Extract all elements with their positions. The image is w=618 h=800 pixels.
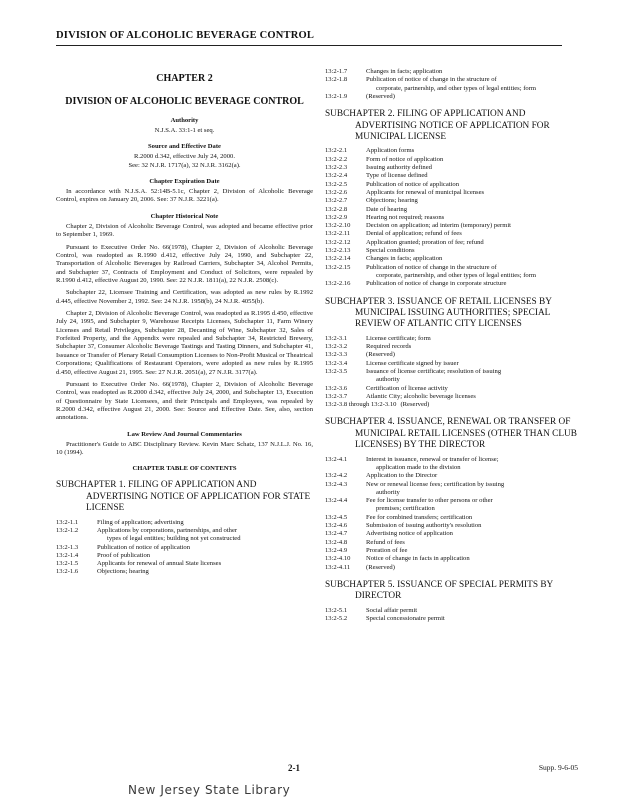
section-number: 13:2-4.2 (325, 472, 348, 480)
section-title (366, 230, 587, 238)
section-title-text: Form of notice of application (366, 155, 444, 163)
section-number: 13:2-2.4 (325, 172, 348, 180)
section-title (366, 385, 587, 393)
section-number: 13:2-2.1 (325, 147, 348, 155)
subchapter-2-heading: SUBCHAPTER 2. FILING OF APPLICATION AND ADVERTISING NOTICE OF APPLICATION FOR MUNICIPAL LICENSE (325, 109, 550, 143)
toc-entry (325, 230, 587, 238)
section-number: 13:2-1.5 (56, 560, 79, 568)
toc-entry (325, 156, 587, 164)
history-paragraph: Chapter 2, Division of Alcoholic Beverage Control, was readopted as R.1995 d.450, effective July 24, 1995, and Subchapter 9, Warehouse Receipts Licenses, Subchapter 11, Farm Winery Licenses and Retail Privileges, Subchapter 28, Decanting of Wine, Subchapter 32, Sales of Forfeited Property, and the Appendix were repealed and Subchapter 34, Restricted Brewery, Subchapter 37, Consumer Alcoholic Beverage Tastings and Tasting Dinners, and Subchapter 41, Issuance or Transfer of Plenary Retail Consumption Licenses to Non-Profit Musical or Theatrical Corporations; Qualifications of Restaurant Operators, were adopted as new rules by R.1995 d.450, effective August 21, 1995. See: 27 N.J.R. 2051(a), 27 N.J.R. 3177(a). (56, 310, 313, 376)
section-title (366, 360, 587, 368)
section-title-continuation: authority (376, 488, 400, 496)
section-number: 13:2-4.10 (325, 555, 351, 563)
page-number: 2-1 (288, 763, 300, 773)
left-column (56, 68, 313, 577)
section-title-text: Application granted; proration of fee; refund (366, 238, 484, 246)
library-watermark: New Jersey State Library (128, 783, 291, 797)
section-title-continuation: corporate, partnership, and other types of legal entities; form (376, 84, 537, 92)
section-title-text: New or renewal license fees; certification by issuing (366, 480, 505, 488)
section-title-text: Changes in facts; application (366, 68, 443, 75)
toc-entry (325, 514, 587, 522)
toc-entry (325, 539, 587, 547)
section-number: 13:2-1.9 (325, 92, 348, 100)
toc-entry (325, 164, 587, 172)
section-number: 13:2-3.1 (325, 334, 348, 342)
toc-entry (325, 214, 587, 222)
subchapter-2-list (325, 147, 587, 288)
toc-entry (325, 181, 587, 189)
toc-entry (325, 239, 587, 247)
section-title-text: Special conditions (366, 247, 415, 255)
source-line: R.2000 d.342, effective July 24, 2000. (134, 153, 235, 161)
section-number: 13:2-2.6 (325, 188, 348, 196)
section-title (366, 222, 587, 230)
section-title (366, 564, 587, 572)
section-number: 13:2-2.13 (325, 247, 351, 255)
section-title (97, 560, 313, 568)
section-number: 13:2-2.11 (325, 230, 351, 238)
section-number: 13:2-2.7 (325, 197, 348, 205)
toc-entry (325, 615, 587, 623)
section-title-text: Certification of license activity (366, 384, 448, 392)
section-title (366, 264, 587, 281)
division-title: DIVISION OF ALCOHOLIC BEVERAGE CONTROL (65, 96, 304, 107)
section-title-text: Issuing authority defined (366, 164, 432, 172)
toc-entry (325, 497, 587, 514)
section-title (97, 527, 313, 544)
toc-entry (325, 206, 587, 214)
section-number: 13:2-4.9 (325, 546, 348, 554)
section-title-text: Special concessionaire permit (366, 615, 445, 622)
section-number: 13:2-1.8 (325, 76, 348, 84)
section-title-text: Refund of fees (366, 538, 405, 546)
section-number: 13:2-3.2 (325, 343, 348, 351)
section-number: 13:2-2.16 (325, 280, 351, 288)
section-title-text: Applicants for renewal of annual State licenses (97, 560, 222, 568)
section-title-text: (Reserved) (366, 351, 395, 359)
section-title-text: (Reserved) (366, 563, 395, 571)
section-title-text: Proof of publication (97, 551, 151, 559)
toc-entry (56, 519, 313, 527)
section-number: 13:2-2.10 (325, 222, 351, 230)
section-title (366, 607, 587, 615)
toc-entry (325, 555, 587, 563)
toc-entry (325, 351, 587, 359)
toc-entry (325, 385, 587, 393)
section-number: 13:2-4.3 (325, 480, 348, 488)
section-title (366, 497, 587, 514)
toc-entry (56, 568, 313, 576)
toc-entry (56, 552, 313, 560)
section-title (366, 472, 587, 480)
section-number: 13:2-4.1 (325, 455, 348, 463)
toc-entry (325, 222, 587, 230)
section-title-continuation: authority (376, 376, 400, 384)
toc-entry (325, 481, 587, 498)
toc-entry (325, 522, 587, 530)
section-number: 13:2-4.6 (325, 522, 348, 530)
section-number: 13:2-4.5 (325, 513, 348, 521)
section-title (366, 547, 587, 555)
section-title-text: Issuance of license certificate; resolution of issuing (366, 367, 502, 375)
subchapter-4-heading: SUBCHAPTER 4. ISSUANCE, RENEWAL OR TRANSFER OF MUNICIPAL RETAIL LICENSES (OTHER THAN CLUB LICENSES) BY THE DIRECTOR (325, 417, 577, 451)
section-number: 13:2-4.4 (325, 497, 348, 505)
subchapter-1-list (56, 519, 313, 577)
section-number: 13:2-3.7 (325, 392, 348, 400)
history-paragraph: Pursuant to Executive Order No. 66(1978), Chapter 2, Division of Alcoholic Beverage Control, was readopted as R.1990 d.412, effective July 24, 1990, and Subchapter 22, Transportation of Alcoholic Beverages by Railroad Carriers, Subchapter 34, Alcohol Permits, and Subchapter 37, Contracts of Employment and Conduct of Solicitors, were repealed by R.1990 d.412, effective August 20, 1990. See: 22 N.J.R. 1811(a), 22 N.J.R. 2508(c). (56, 243, 313, 284)
toc-entry (325, 607, 587, 615)
toc-heading: CHAPTER TABLE OF CONTENTS (132, 465, 237, 473)
section-number: 13:2-2.14 (325, 255, 351, 263)
section-title-text: Social affair permit (366, 606, 418, 614)
toc-entry (325, 547, 587, 555)
right-column (325, 68, 587, 623)
section-title-continuation: premises; certification (376, 505, 435, 513)
toc-entry (325, 197, 587, 205)
section-title-text: Publication of notice of change in the structure of (366, 263, 497, 271)
section-title (366, 206, 587, 214)
history-paragraph: Chapter 2, Division of Alcoholic Beverage Control, was adopted and became effective prior to September 1, 1969. (56, 222, 313, 239)
source-heading: Source and Effective Date (148, 143, 221, 151)
section-title-text: Denial of application; refund of fees (366, 230, 462, 238)
section-title (97, 544, 313, 552)
section-number: 13:2-2.2 (325, 155, 348, 163)
section-title (366, 514, 587, 522)
section-number: 13:2-3.6 (325, 384, 348, 392)
section-title (366, 156, 587, 164)
subchapter-5-heading: SUBCHAPTER 5. ISSUANCE OF SPECIAL PERMITS BY DIRECTOR (325, 579, 553, 602)
section-number: 13:2-1.3 (56, 543, 79, 551)
toc-entry (325, 530, 587, 538)
toc-entry (325, 456, 587, 473)
section-title (366, 247, 587, 255)
history-paragraph: Subchapter 22, Licensee Training and Certification, was adopted as new rules by R.1992 d.445, effective November 2, 1992. See: 24 N.J.R. 1958(b), 24 N.J.R. 4055(b). (56, 289, 313, 305)
toc-entry (325, 401, 587, 409)
supplement-date: Supp. 9-6-05 (538, 763, 578, 772)
section-number: 13:2-4.7 (325, 530, 348, 538)
subchapter-1-heading: SUBCHAPTER 1. FILING OF APPLICATION AND ADVERTISING NOTICE OF APPLICATION FOR STATE LICENSE (56, 480, 311, 514)
section-title-text: Submission of issuing authority's resolution (366, 522, 482, 530)
section-title-text: Fee for combined transfers; certification (366, 513, 473, 521)
section-title-text: Proration of fee (366, 546, 408, 554)
section-title (366, 368, 587, 385)
toc-entry (325, 255, 587, 263)
subchapter-3-list (325, 335, 587, 410)
chapter-title: CHAPTER 2 (156, 73, 213, 84)
section-title (366, 93, 587, 101)
toc-entry (325, 343, 587, 351)
section-number: 13:2-1.4 (56, 551, 79, 559)
toc-entry (325, 564, 587, 572)
section-number: 13:2-4.8 (325, 538, 348, 546)
section-title (366, 68, 587, 76)
section-title-text: Publication of notice of application (97, 543, 191, 551)
section-title-text: Notice of change in facts in application (366, 555, 470, 563)
section-title-text: Objections; hearing (97, 568, 149, 576)
section-number: 13:2-1.6 (56, 568, 79, 576)
section-title (400, 401, 587, 409)
header-rule (56, 45, 562, 46)
toc-entry (325, 247, 587, 255)
toc-entry (325, 368, 587, 385)
running-header: DIVISION OF ALCOHOLIC BEVERAGE CONTROL (56, 30, 315, 41)
authority-text: N.J.S.A. 33:1-1 et seq. (154, 127, 215, 134)
section-title-text: Interest in issuance, renewal or transfer of license; (366, 455, 499, 463)
toc-entry (325, 264, 587, 281)
subchapter-4-list (325, 456, 587, 572)
section-number: 13:2-1.1 (56, 518, 79, 526)
section-title (366, 481, 587, 498)
section-title-text: Fee for license transfer to other persons or other (366, 497, 493, 505)
toc-entry (325, 393, 587, 401)
expiration-text: In accordance with N.J.S.A. 52:14B-5.1c, Chapter 2, Division of Alcoholic Beverage Control, expires on January 20, 2006. See: 37 N.J.R. 3221(a). (56, 188, 313, 204)
section-title-continuation: types of legal entities; building not yet constructed (107, 535, 241, 543)
section-number: 13:2-2.8 (325, 205, 348, 213)
toc-entry (325, 68, 587, 76)
section-title (366, 197, 587, 205)
section-number: 13:2-3.4 (325, 359, 348, 367)
toc-entry (325, 147, 587, 155)
section-title (366, 76, 587, 93)
section-number: 13:2-2.15 (325, 263, 351, 271)
section-title (366, 189, 587, 197)
section-number: 13:2-2.9 (325, 213, 348, 221)
toc-entry (56, 544, 313, 552)
section-title-text: (Reserved) (366, 92, 395, 100)
section-title (366, 522, 587, 530)
section-title-text: Decision on application; ad interim (temporary) permit (366, 222, 512, 230)
section-title (366, 181, 587, 189)
authority-heading: Authority (170, 117, 199, 124)
law-review-heading: Law Review And Journal Commentaries (127, 430, 242, 438)
toc-entry (325, 76, 587, 93)
source-line: See: 32 N.J.R. 1717(a), 32 N.J.R. 3162(a). (128, 161, 241, 169)
section-title (366, 539, 587, 547)
section-number: 13:2-5.1 (325, 606, 348, 614)
toc-entry (56, 527, 313, 544)
section-title-text: Filing of application; advertising (97, 518, 184, 526)
section-title-text: Atlantic City; alcoholic beverage licenses (366, 392, 476, 400)
section-title-text: Objections; hearing (366, 197, 418, 205)
section-title (366, 351, 587, 359)
toc-entry (325, 472, 587, 480)
section-title-text: Date of hearing (366, 205, 408, 213)
section-number: 13:2-3.5 (325, 367, 348, 375)
section-number: 13:2-2.12 (325, 238, 351, 246)
section-title (366, 239, 587, 247)
history-heading: Chapter Historical Note (150, 212, 219, 220)
section-title (366, 172, 587, 180)
toc-entry (325, 189, 587, 197)
section-title-continuation: application made to the division (376, 464, 461, 471)
section-title (366, 343, 587, 351)
toc-entry (56, 560, 313, 568)
section-title (366, 615, 587, 623)
section-title-text: Applicants for renewal of municipal licenses (366, 188, 485, 196)
section-title (366, 456, 587, 473)
section-number: 13:2-2.5 (325, 180, 348, 188)
toc-entry (325, 172, 587, 180)
section-number: 13:2-4.11 (325, 563, 351, 571)
subchapter-3-heading: SUBCHAPTER 3. ISSUANCE OF RETAIL LICENSES BY MUNICIPAL ISSUING AUTHORITIES; SPECIAL REVIEW OF ATLANTIC CITY LICENSES (325, 296, 552, 330)
section-title (366, 164, 587, 172)
history-paragraph: Pursuant to Executive Order No. 66(1978), Chapter 2, Division of Alcoholic Beverage Control, was readopted as R.2000 d.342, effective July 24, 2000, and Subchapter 13, Execution of Questionnaire by State Licensees, and their Principals and Employees, was repealed by R.2000 d.342, effective August 21, 2000. See: Source and Effective Date. See, also, section annotations. (56, 380, 313, 422)
section-title-text: Changes in facts; application (366, 255, 443, 263)
section-title (97, 552, 313, 560)
toc-entry (325, 93, 587, 101)
section-title-continuation: corporate, partnership, and other types of legal entities; form (376, 271, 537, 279)
section-title-text: License certificate signed by issuer (366, 359, 459, 367)
section-title-text: Applications by corporations, partnerships, and other (97, 526, 238, 534)
toc-entry (325, 335, 587, 343)
section-title (97, 519, 313, 527)
section-number: 13:2-2.3 (325, 164, 348, 172)
section-title (366, 214, 587, 222)
section-number: 13:2-3.8 through 13:2-3.10 (325, 401, 397, 409)
expiration-heading: Chapter Expiration Date (149, 178, 220, 186)
section-number: 13:2-5.2 (325, 615, 348, 622)
section-title-text: Type of license defined (366, 172, 428, 180)
subchapter-5-list (325, 607, 587, 624)
section-number: 13:2-3.3 (325, 351, 348, 359)
section-title-text: Hearing not required; reasons (366, 213, 445, 221)
section-title (366, 530, 587, 538)
section-title-text: Advertising notice of application (366, 530, 453, 538)
section-title (366, 280, 587, 288)
section-title (97, 568, 313, 576)
section-title-text: Publication of notice of change in corporate structure (366, 280, 507, 288)
section-title (366, 393, 587, 401)
section-title-text: Required records (366, 343, 412, 351)
section-title-text: Application to the Director (366, 472, 438, 480)
section-title (366, 255, 587, 263)
section-title (366, 335, 587, 343)
subchapter-1-list-continued (325, 68, 587, 101)
section-title-text: (Reserved) (400, 401, 430, 409)
section-title (366, 555, 587, 563)
section-number: 13:2-1.2 (56, 526, 79, 534)
section-title (366, 147, 587, 155)
section-title-text: Publication of notice of change in the structure of (366, 76, 497, 84)
section-title-text: Publication of notice of application (366, 180, 460, 188)
toc-entry (325, 360, 587, 368)
section-number: 13:2-1.7 (325, 68, 348, 75)
law-review-text: Practitioner's Guide to ABC Disciplinary Review. Kevin Marc Schatz, 137 N.J.L.J. No. 16, 10 (1994). (56, 440, 313, 457)
section-title-text: License certificate; form (366, 334, 431, 342)
toc-entry (325, 280, 587, 288)
section-title-text: Application forms (366, 147, 415, 155)
